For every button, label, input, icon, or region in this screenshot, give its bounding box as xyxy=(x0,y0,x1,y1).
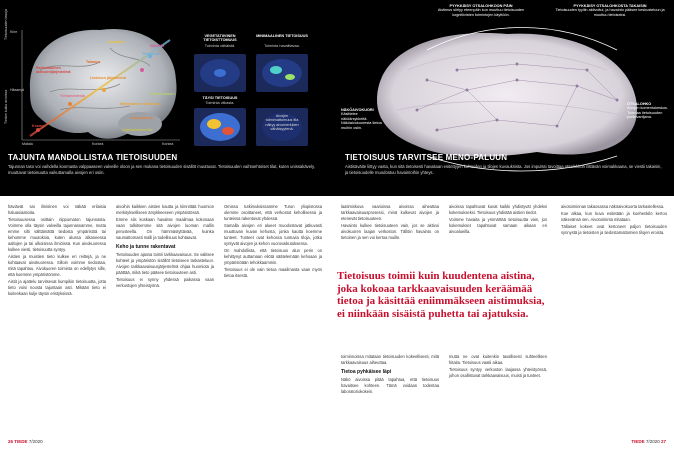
panel-full-title: TÄYSI TIETOISUUS xyxy=(202,96,238,100)
left-body-columns xyxy=(0,204,337,436)
paragraph: Tietoisuus ei synny yhdessä paikassa vaan verkostojen yhteistyönä. xyxy=(116,277,214,288)
region-dot-minimal xyxy=(102,88,106,92)
paragraph: Tietoisuuden ajassa toimii tarkkaavaisuus. Se valitsee kohteet ja ympäristön sisällöt tietoiseen tarkasteluun. Aivojen tarkkaavaisuusjärjestelmä ohjaa huomiota ja päättää, mikä tieto pääsee tietoisuuteen asti. xyxy=(116,252,214,275)
axis-bottom-right: Korkea xyxy=(162,142,174,146)
region-label-aivokuori: Aivokuori xyxy=(108,40,125,44)
paragraph: Voimme havaita ja ymmärtää tietoisuutta vain, jos kokemukset tapahtuvat samaan aikaan eri aivoalueilla. xyxy=(449,217,547,234)
right-page xyxy=(337,0,674,450)
region-label-rat: Retikulaarinen aktivointijärjestelmä xyxy=(36,66,71,75)
left-column-1 xyxy=(8,204,106,436)
region-dot-kooma xyxy=(36,128,40,132)
right-footer xyxy=(631,439,666,444)
paragraph: Omissa tutkimuksissamme Turun yliopistossa olemme osoittaneet, että verkostot kehollisessa ja tunteissa rakentuvat yhdessä. xyxy=(224,204,322,221)
meno-paluu-figure xyxy=(337,0,674,196)
region-label-valveilla: Valveilla xyxy=(150,44,165,48)
right-body-columns xyxy=(337,204,674,436)
region-label-unissakavely: Unissakävely xyxy=(130,116,153,120)
panel-minimal-activity xyxy=(270,66,282,74)
right-column-3 xyxy=(561,204,667,436)
frontal-lobe-callout xyxy=(627,102,671,120)
panel-minimal-title: MINIMAALINEN TIETOISUUS xyxy=(256,34,308,38)
paragraph: aivotoiminnan takaosassa näköaivokuorta tarkastellessa. xyxy=(561,204,665,209)
right-figure-caption-title: TIETOISUUS TARVITSEE MENO-PALUUN xyxy=(345,153,508,162)
paragraph: Tällaiset kokeet ovat kertoneet paljon tietoisuuden synnystä ja tietoisten ja tiedostamattomien tilojen eroista. xyxy=(561,224,667,235)
page-number: 27 xyxy=(660,439,666,444)
paragraph: Samalla aivojen eri alueet muodostavat jatkuvasti muuttuvan kuvan kehosta, jonka kautta koemme tunteet. Tunteet ovat kehossa tuntuvia tiloja, jotka syntyvät aivojen ja kehon vuorovaikutuksessa. xyxy=(224,223,322,246)
paragraph: toiminnoissa mitataan tietoisuuden kokeellisesti, mitä tarkkaavaisuus aiheuttaa. xyxy=(341,354,439,365)
region-label-minimal: Minimaalinen tietoisuus xyxy=(120,102,161,106)
paragraph: Tietoisuusessa osittain riippumaton tajunnasta. Voimme olla täysin valveilla tajunnassamme, mutta emme silti välttämättä tiedosta ympäristöä tai kehomme muutoksia, kuten alussa alkaneessa aaltojen ja tai ulkoisissa ilmiöissä. Kun aivokuoressa kulkee viesti, tietoisuutta syntyy. xyxy=(8,217,106,252)
panel-full-brain xyxy=(200,113,240,141)
frontal-lobe-text: Aivojen komentokeskus. Tuomaa tietoisuuden portinvartijana. xyxy=(627,106,668,120)
region-label-limbinen: Limbinen järjestelmä xyxy=(90,76,126,80)
panel-full-activity-2 xyxy=(222,127,234,135)
visual-cortex-text: Käsittelee näköärsykkeitä. Näköaivokuoresta tietoa muihin osiin. xyxy=(341,112,382,130)
subheading: Tietoa pyhkäisee läpi xyxy=(341,369,392,375)
visual-cortex-title: NÄKÖAIVOKUORI xyxy=(341,108,374,112)
pull-quote: Tietoisuus toimii kuin kuudentena aistina, joka kokoaa tarkkaavaisuuden keräämää tietoa ja käsittää eniimmäkseen aistimuksia, ei niinkään sisäistä puhetta tai ajatuksia. xyxy=(337,270,545,320)
forward-sweep-text: Aistimus siirtyy eteenpäin kun muuttuu tietoisuuden kognitiivisten toimintojen käyttöön. xyxy=(437,8,525,17)
axis-mid-label: Hitaampi xyxy=(10,88,25,92)
issue-number: 7/2020 xyxy=(28,439,43,444)
region-label-kooma: Kooma xyxy=(32,124,45,128)
left-figure-caption-title: TAJUNTA MANDOLLISTAA TIETOISUUDEN xyxy=(8,153,178,162)
right-column-2-top xyxy=(449,204,547,266)
panel-minimal-brain xyxy=(262,59,302,87)
page-number: 26 xyxy=(8,439,14,444)
left-footer xyxy=(8,439,43,444)
panel-vegetative-title: VEGETATIIVINEN TIETOISTTOMUUS xyxy=(203,34,237,43)
magazine-name: TIEDE xyxy=(631,439,645,444)
paragraph: Emme siis koskaan havaitse maailmaa kokonaan vaan tulkitsemme sitä aivojen luoman mallin perusteella. On hämmästyttävää, kuinka saumattomasti malli ja todellisuus kohtaavat. xyxy=(116,217,214,240)
panel-vegetative-subtitle: Toiminta vähäistä. xyxy=(204,44,236,48)
visual-cortex-callout xyxy=(341,108,383,130)
paragraph: On mahdollista, että tietoisuus alun perin on kehittynyt auttamaan eliötä säätelemään kehoaan ja ympäristöään tehokkaammin. xyxy=(224,248,322,265)
forward-sweep-callout xyxy=(433,4,529,17)
paragraph: Tietoisuus syntyy verkoston laajassa yhteistyössä, johon osallistuvat tarkkaavaisuus, muisti ja tunteet. xyxy=(449,367,547,378)
axis-vertical-left: Tiedon kulku aivoissa xyxy=(4,89,8,124)
region-label-talamus: Talamus xyxy=(86,60,101,64)
region-dot-valveilla xyxy=(140,68,144,72)
axis-vertical-right: Tietoisuuden tasoja xyxy=(4,8,8,40)
paragraph: Tietoisuus ei ole vain tietoa maailmasta vaan myös tietoa itsestä. xyxy=(224,267,322,278)
paragraph: Aistien ja muistien tieto kulkee eri reittejä, ja ne kohtaavat aivokuoressa. Silloin voimme tiedostaa, mitä tapahtuu. Aivokuoren toiminta on edellytys sille, että koemme ympäristömme. xyxy=(8,254,106,277)
left-figure-caption-text: Tajunnan taso voi vaihdella koomasta valppaaseen valveille oloon ja sen mukana tietoisuuden sisällöt muuttuvat. Tietoisuuden vaihtoehtoiset tilat, kuten unissakävely, muuttavat tietoisuutta vaikuttamalla aivojen eri osiin. xyxy=(8,164,315,175)
panel-full-subtitle: Toiminta vilkasta. xyxy=(205,101,235,105)
panel-vegetative-activity xyxy=(214,69,226,77)
axis-bottom-mid: Korkea xyxy=(92,142,104,146)
region-label-tietoisuus: Tietoisuus xyxy=(142,52,160,56)
forward-sweep-title: PYYKKÄISY OTSALOHKOON PÄIN xyxy=(449,4,513,8)
paragraph: laatimiskuva vaarioissa aivoissa aiheuttaa tarkkaavaisuusprosessi, minä kulkevat aivojen ja etenevät tietoisuuteen. xyxy=(341,204,439,221)
subheading: Keho ja tunne rakentavat xyxy=(116,244,176,250)
region-dot-unissakavely xyxy=(68,102,72,106)
panel-minimal-subtitle: Toiminta havaittavaa. xyxy=(264,44,300,48)
paragraph: Aistit ja ajattelu tarvitsevat kumpikin tietoisuutta, jotta tieto voisi nousta tajuntaan asti. Mikään tieto ei kuitenkaan kulje täysin eristyksissä. xyxy=(8,279,106,296)
paragraph: aivoihin kaikkien aistien kautta ja kiinnittää huomion merkitykselliseen ärsykkeeseen ympäristössä. xyxy=(116,204,214,215)
paragraph: Koe alkaa, kun kuva esitetään ja koehenkilö kertoo näkevänsä sen. Aivotoiminta mitataan. xyxy=(561,211,667,222)
backward-sweep-text: Tietoisuuden tyyliin aktivoitui, ja havainto pääsee keskusteluun ja muuttuu tietoiseksi. xyxy=(555,8,665,17)
right-figure-caption-text: Aistisäväite liittyy vasta, kun sitä tietoisesti havaitaan esitettyjen kohteiden ja tilojen kuvauksista. Jos impulssi tavoittaa otsalohkon riittävän voimakkaana, se viestii takaisin, ja tietoisuudelle muodostuu havaintoihin yhteys. xyxy=(345,164,662,175)
panel-coma-text: Aivojen toimimattomuus tila näkyy aivomerkkien vähäisyytenä. xyxy=(265,114,299,132)
panel-full-activity xyxy=(207,119,221,129)
left-column-3 xyxy=(224,204,322,436)
consciousness-levels-figure xyxy=(0,0,337,196)
paragraph: Havainto kulkee tietoisuuteen vain, jos se aktivoi aivokuoren laajan verkoston. Tällöin havainto on tietoinen ja sen voi kertoa muille. xyxy=(341,223,439,240)
panel-minimal-activity-2 xyxy=(285,74,295,80)
brain-shape xyxy=(377,33,637,157)
magazine-name: TIEDE xyxy=(14,439,28,444)
axis-bottom-left: Matala xyxy=(22,142,33,146)
region-label-anesthesia: Yleisanestesia xyxy=(60,94,85,98)
paragraph: aivoissa tapahtuvat kuvat kaikki yhdistyvät yhdeksi kokemukseksi. Tietoisuus yhdistää aistien tiedot. xyxy=(449,204,547,215)
paragraph: mutta ne ovat kuitenkin tavallisesti suhteellisen hitaita. Tietoisuus vaatii aikaa. xyxy=(449,354,547,365)
paragraph: Näkö aivoissa pitää tapahtua, että tietoisuus havaitsee kohteen. Tämä voidaan todentaa laboratoriokokein. xyxy=(341,377,439,394)
issue-number: 7/2020 xyxy=(645,439,660,444)
axis-top-label: Kiire xyxy=(10,30,18,34)
left-column-2 xyxy=(116,204,214,436)
backward-sweep-callout xyxy=(555,4,665,17)
backward-sweep-title: PYYKKÄISY OTSALOHKOSTA TAKAISIN xyxy=(573,4,647,8)
region-label-vegetative: Vegetatiivinen tila xyxy=(122,128,153,132)
region-label-nakoaivokuori: Näköaivokuori xyxy=(150,92,175,96)
right-column-1-bottom xyxy=(341,354,439,436)
right-column-2-bottom xyxy=(449,354,547,436)
frontal-lobe-title: OTSALOHKO xyxy=(627,102,652,106)
paragraph: häviävät sai ilmiöinen voi näkää erilaisia haluasiaatioita. xyxy=(8,204,106,215)
right-column-1-top xyxy=(341,204,439,266)
